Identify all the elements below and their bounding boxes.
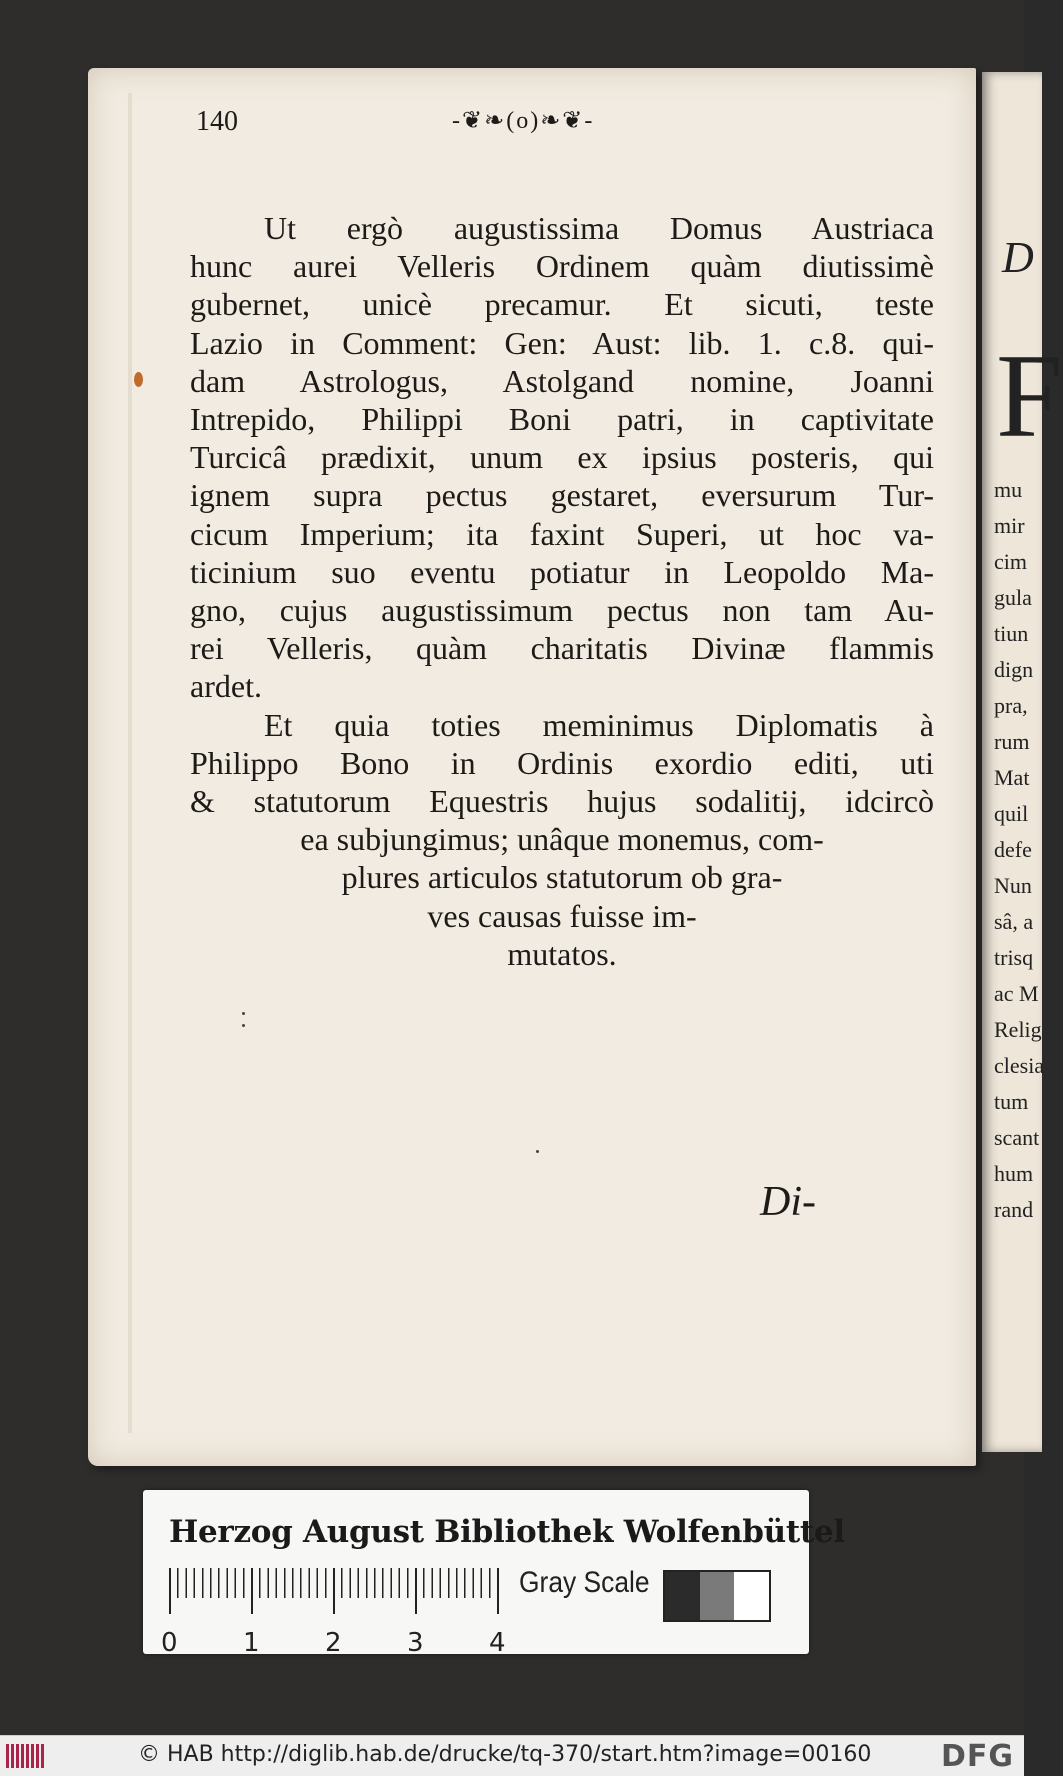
facing-page-line: defe (994, 837, 1032, 862)
facing-page-line: tum (994, 1089, 1029, 1114)
ruler-label: 0 (161, 1628, 178, 1658)
text-line: gubernet, unicè precamur. Et sicuti, teste (190, 286, 934, 323)
text-line: ignem supra pectus gestaret, eversurum Tur- (190, 477, 934, 514)
facing-page-line: Mat (994, 765, 1030, 790)
facing-page-line: mu (994, 477, 1023, 502)
facing-page-initial: F (996, 329, 1063, 462)
facing-page-top-letter: D (1002, 233, 1034, 282)
ruler-label: 4 (489, 1628, 506, 1658)
text-line: dam Astrologus, Astolgand nomine, Joanni (190, 362, 934, 399)
ruler-label: 1 (243, 1628, 260, 1658)
text-line: ea subjungimus; unâque monemus, com- (300, 821, 824, 858)
ruler-ticks (169, 1568, 501, 1616)
facing-page-line: gula (994, 585, 1032, 610)
text-line: plures articulos statutorum ob gra- (341, 859, 783, 896)
text-line: & statutorum Equestris hujus sodalitij, idcircò (190, 783, 934, 819)
facing-page-line: clesia (994, 1053, 1045, 1078)
text-line: Philippo Bono in Ordinis exordio editi, uti (190, 744, 934, 781)
color-calibration-card (143, 1490, 845, 1658)
swatch-mid (700, 1572, 735, 1620)
ruler-major-tick (169, 1568, 171, 1614)
text-line: ticinium suo eventu potiatur in Leopoldo Ma- (190, 553, 934, 590)
facing-page-line: cim (994, 549, 1027, 574)
ruler-label: 2 (325, 1628, 342, 1658)
text-line: Turcicâ prædixit, unum ex ipsius posteris, qui (190, 439, 934, 476)
facing-page-line: dign (994, 657, 1034, 682)
ink-dot (536, 1150, 539, 1153)
text-line: Lazio in Comment: Gen: Aust: lib. 1. c.8. qui- (190, 324, 934, 361)
facing-page-line: sâ, a (994, 909, 1034, 934)
page-number: 140 (196, 106, 238, 137)
ruler-major-tick (251, 1568, 253, 1614)
ruler-major-tick (333, 1568, 335, 1614)
text-line: Et quia toties meminimus Diplomatis à (264, 706, 934, 743)
text-line: ardet. (190, 668, 262, 705)
facing-page-line: mir (994, 513, 1025, 538)
scale-ruler (161, 1568, 506, 1658)
source-link[interactable]: © HAB http://diglib.hab.de/drucke/tq-370/start.htm?image=00160 (138, 1742, 872, 1767)
text-line: gno, cujus augustissimum pectus non tam Au- (190, 592, 934, 628)
viewer-footer (0, 1735, 1024, 1776)
margin-mark (242, 1012, 245, 1015)
gray-scale-swatches (663, 1570, 771, 1622)
facing-page-line: Relig (994, 1017, 1042, 1042)
facing-page-line: scant (994, 1125, 1040, 1150)
text-line: ves causas fuisse im- (427, 897, 697, 934)
text-line: hunc aurei Velleris Ordinem quàm diutissimè (190, 248, 934, 285)
facing-page-line: Nun (994, 873, 1032, 898)
facing-page-line: rum (994, 729, 1030, 754)
library-name: Herzog August Bibliothek Wolfenbüttel (169, 1514, 845, 1550)
facing-page-line: trisq (994, 945, 1034, 970)
facing-page-line: hum (994, 1161, 1034, 1186)
swatch-dark (665, 1572, 700, 1620)
facing-page-line: ac M (994, 981, 1039, 1006)
catchword: Di- (760, 1179, 816, 1225)
hab-logo-icon (6, 1744, 46, 1768)
text-line: mutatos. (507, 935, 617, 972)
dfg-logo: DFG (940, 1739, 1014, 1774)
gray-scale-label: Gray Scale (519, 1566, 650, 1599)
ruler-major-tick (497, 1568, 499, 1614)
header-ornament: -❦❧(o)❧❦- (452, 108, 595, 134)
ruler-label: 3 (407, 1628, 424, 1658)
facing-page-line: tiun (994, 621, 1029, 646)
page-header (0, 106, 1024, 146)
text-line: Intrepido, Philippi Boni patri, in captivitate (190, 401, 934, 437)
ruler-major-tick (415, 1568, 417, 1614)
facing-page-line: pra, (994, 693, 1028, 718)
swatch-light (734, 1572, 769, 1620)
text-line: Ut ergò augustissima Domus Austriaca (264, 210, 934, 246)
margin-mark (242, 1024, 245, 1027)
facing-page-line: quil (994, 801, 1029, 826)
facing-page-line: rand (994, 1197, 1034, 1222)
text-line: cicum Imperium; ita faxint Superi, ut hoc va- (190, 515, 934, 552)
text-line: rei Velleris, quàm charitatis Divinæ flammis (190, 630, 934, 667)
